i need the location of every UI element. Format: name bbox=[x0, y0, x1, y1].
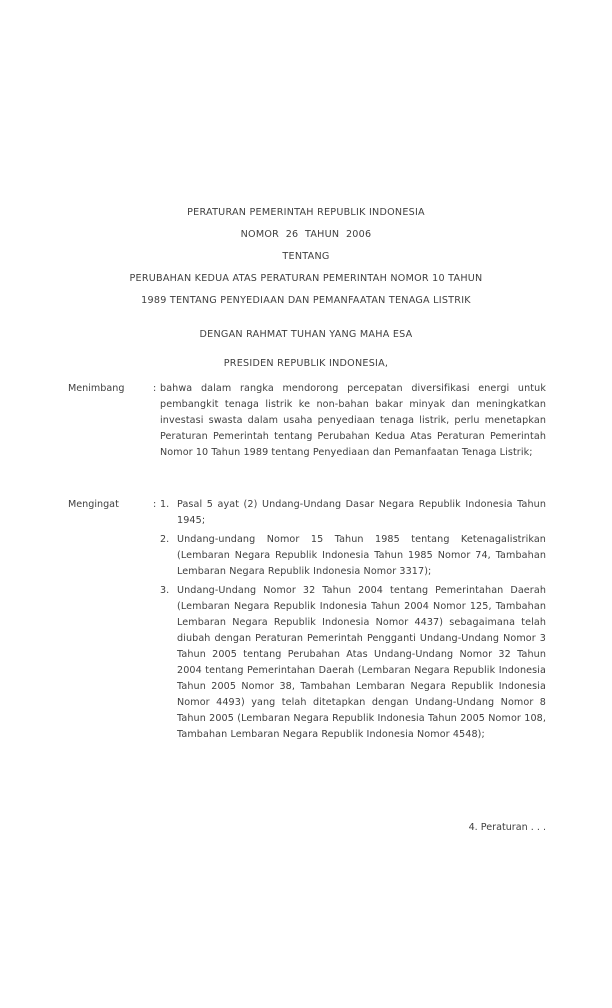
clause-menimbang-text: bahwa dalam rangka mendorong percepatan diversifikasi energi untuk pembangkit tenaga listrik ke non-bahan bakar minyak dan meningkatkan investasi swasta dalam usaha penyediaan tenaga listrik, perlu menetapkan Peraturan Pemerintah tentang Perubahan Kedua Atas Peraturan Pemerintah Nomor 10 Tahun 1989 tentang Penyediaan dan Pemanfaatan Tenaga Listrik; bbox=[160, 383, 546, 458]
clause-mengingat-label: Mengingat bbox=[68, 499, 119, 510]
clause-menimbang bbox=[68, 381, 546, 461]
preamble-authority: PRESIDEN REPUBLIK INDONESIA, bbox=[223, 358, 389, 369]
title-line-institution: PERATURAN PEMERINTAH REPUBLIK INDONESIA bbox=[187, 207, 425, 218]
clause-menimbang-label: Menimbang bbox=[68, 383, 125, 394]
preamble-blessing-row bbox=[56, 327, 556, 343]
list-item bbox=[160, 583, 546, 743]
title-line-subject-2: 1989 TENTANG PENYEDIAAN DAN PEMANFAATAN TENAGA LISTRIK bbox=[141, 295, 471, 306]
list-item bbox=[160, 497, 546, 529]
list-item-text: Undang-undang Nomor 15 Tahun 1985 tentang Ketenagalistrikan (Lembaran Negara Republik Indonesia Tahun 1985 Nomor 74, Tambahan Lembaran Negara Republik Indonesia Nomor 3317); bbox=[177, 534, 546, 577]
preamble-blessing: DENGAN RAHMAT TUHAN YANG MAHA ESA bbox=[199, 329, 413, 340]
footer-catchword: 4. Peraturan . . . bbox=[468, 822, 546, 833]
list-item-marker: 2. bbox=[160, 534, 170, 545]
clause-mengingat bbox=[68, 497, 546, 743]
clause-menimbang-colon: : bbox=[153, 383, 157, 394]
list-item-text: Undang-Undang Nomor 32 Tahun 2004 tentang Pemerintahan Daerah (Lembaran Negara Republik Indonesia Tahun 2004 Nomor 125, Tambahan Lembaran Negara Republik Indonesia Nomor 4437) sebagaimana telah diubah dengan Peraturan Pemerintah Pengganti Undang-Undang Nomor 3 Tahun 2005 tentang Perubahan Atas Undang-Undang Nomor 32 Tahun 2004 tentang Pemerintahan Daerah (Lembaran Negara Republik Indonesia Tahun 2005 Nomor 38, Tambahan Lembaran Negara Republik Indonesia Nomor 4493) yang telah ditetapkan dengan Undang-Undang Nomor 8 Tahun 2005 (Lembaran Negara Republik Indonesia Tahun 2005 Nomor 108, Tambahan Lembaran Negara Republik Indonesia Nomor 4548); bbox=[177, 585, 546, 740]
list-item-marker: 1. bbox=[160, 499, 170, 510]
document-title-block bbox=[56, 202, 556, 312]
preamble-authority-row bbox=[56, 356, 556, 372]
list-item-marker: 3. bbox=[160, 585, 170, 596]
title-line-number: NOMOR 26 TAHUN 2006 bbox=[240, 229, 372, 240]
title-line-subject-1: PERUBAHAN KEDUA ATAS PERATURAN PEMERINTAH NOMOR 10 TAHUN bbox=[129, 273, 483, 284]
clause-menimbang-body bbox=[160, 381, 546, 461]
title-line-tentang: TENTANG bbox=[282, 251, 330, 262]
list-item-text: Pasal 5 ayat (2) Undang-Undang Dasar Negara Republik Indonesia Tahun 1945; bbox=[177, 499, 546, 526]
clause-mengingat-colon: : bbox=[153, 499, 157, 510]
clause-mengingat-body bbox=[160, 497, 546, 743]
mengingat-list bbox=[160, 497, 546, 743]
list-item bbox=[160, 532, 546, 580]
